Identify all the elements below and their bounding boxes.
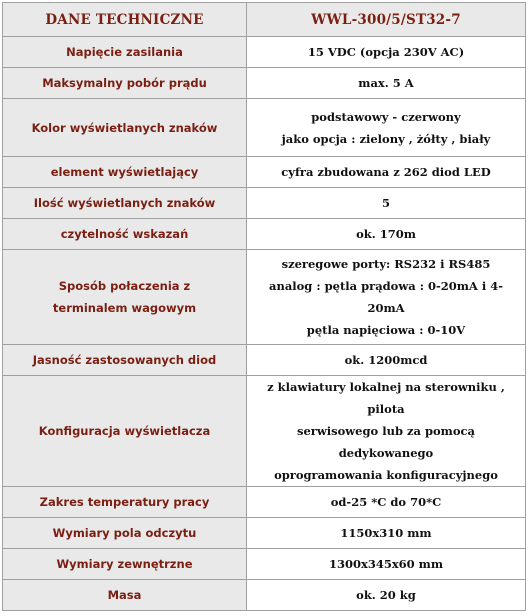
spec-value-line: max. 5 A <box>358 76 414 90</box>
table-row <box>3 68 526 99</box>
spec-value-line: pętla napięciowa : 0-10V <box>306 323 466 337</box>
table-row <box>3 345 526 376</box>
spec-value-line: 1150x310 mm <box>340 526 432 540</box>
spec-value-line: szeregowe porty: RS232 i RS485 <box>281 257 491 271</box>
spec-label <box>3 376 247 487</box>
spec-value <box>247 518 526 549</box>
spec-value <box>247 549 526 580</box>
table-row <box>3 219 526 250</box>
spec-label-line: Konfiguracja wyświetlacza <box>38 424 211 438</box>
spec-value-line: serwisowego lub za pomocą dedykowanego <box>297 424 475 460</box>
spec-value-line: jako opcja : zielony , żółty , biały <box>281 131 491 146</box>
spec-label-line: terminalem wagowym <box>52 301 197 315</box>
spec-label-line: Wymiary pola odczytu <box>52 526 197 540</box>
spec-value-line: ok. 1200mcd <box>344 353 428 367</box>
spec-label <box>3 250 247 345</box>
spec-value-line: od-25 *C do 70*C <box>330 495 442 509</box>
spec-label <box>3 219 247 250</box>
table-row <box>3 188 526 219</box>
spec-label-line: Wymiary zewnętrzne <box>56 557 193 571</box>
spec-label <box>3 518 247 549</box>
spec-value-line: 1300x345x60 mm <box>328 557 444 571</box>
spec-label-line: Jasność zastosowanych diod <box>32 353 217 367</box>
spec-label-line: Napięcie zasilania <box>66 45 183 59</box>
header-title: DANE TECHNICZNE <box>3 3 247 37</box>
spec-label <box>3 188 247 219</box>
spec-value <box>247 157 526 188</box>
spec-label-line: Masa <box>107 588 142 602</box>
table-row <box>3 549 526 580</box>
spec-label-line: Zakres temperatury pracy <box>39 495 210 509</box>
spec-value-line: z klawiatury lokalnej na sterowniku , pilota <box>267 380 505 416</box>
spec-value-line: 5 <box>381 196 390 210</box>
spec-value-line: oprogramowania konfiguracyjnego <box>274 468 498 482</box>
table-row <box>3 487 526 518</box>
table-row <box>3 250 526 345</box>
spec-value <box>247 580 526 611</box>
spec-value <box>247 219 526 250</box>
spec-value-line: cyfra zbudowana z 262 diod LED <box>281 165 491 179</box>
spec-value <box>247 250 526 345</box>
spec-label-line: czytelność wskazań <box>60 227 189 241</box>
table-row <box>3 99 526 157</box>
spec-value-line: ok. 20 kg <box>356 588 416 602</box>
table-row <box>3 157 526 188</box>
table-row <box>3 518 526 549</box>
spec-label <box>3 580 247 611</box>
spec-value <box>247 37 526 68</box>
spec-value <box>247 487 526 518</box>
spec-label-line: Sposób połaczenia z <box>58 279 191 293</box>
spec-label <box>3 487 247 518</box>
spec-value <box>247 345 526 376</box>
table-row <box>3 37 526 68</box>
table-header-row <box>3 3 526 37</box>
spec-value <box>247 188 526 219</box>
spec-value <box>247 99 526 157</box>
spec-label <box>3 157 247 188</box>
spec-label <box>3 549 247 580</box>
spec-label-line: Kolor wyświetlanych znaków <box>31 120 218 135</box>
table-row <box>3 580 526 611</box>
spec-label <box>3 99 247 157</box>
spec-label-line: Maksymalny pobór prądu <box>42 76 207 90</box>
spec-value-line: ok. 170m <box>356 227 416 241</box>
spec-label <box>3 68 247 99</box>
spec-label <box>3 345 247 376</box>
spec-value-line: podstawowy - czerwony <box>311 109 461 124</box>
header-model: WWL-300/5/ST32-7 <box>247 3 526 37</box>
spec-value-line: analog : pętla prądowa : 0-20mA i 4-20mA <box>269 279 503 315</box>
spec-value <box>247 68 526 99</box>
spec-label <box>3 37 247 68</box>
spec-value-line: 15 VDC (opcja 230V AC) <box>307 45 465 59</box>
table-row <box>3 376 526 487</box>
spec-label-line: Ilość wyświetlanych znaków <box>33 196 216 210</box>
technical-data-table <box>2 2 526 611</box>
spec-label-line: element wyświetlający <box>50 165 199 179</box>
spec-value <box>247 376 526 487</box>
